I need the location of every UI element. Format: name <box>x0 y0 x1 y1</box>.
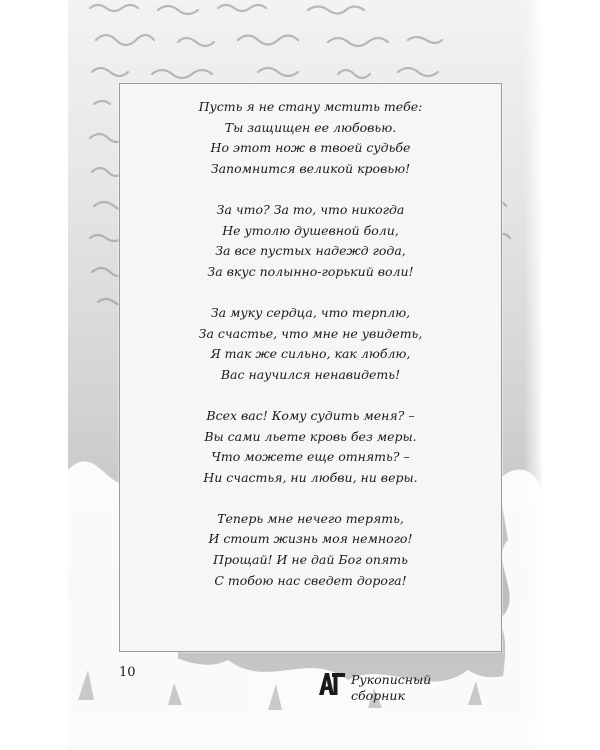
poem-line: Вы сами льете кровь без меры. <box>204 428 417 444</box>
collection-title-line: Рукописный <box>351 672 432 687</box>
stanza <box>120 200 501 282</box>
poem-line: И стоит жизнь моя немного! <box>208 531 413 547</box>
collection-title <box>351 672 431 704</box>
collection-title-line: сборник <box>351 688 405 703</box>
poem-line: Вас научился ненавидеть! <box>220 366 401 382</box>
poem-line: Не утолю душевной боли, <box>222 222 399 238</box>
poem-line: За счастье, что мне не увидеть, <box>198 325 423 341</box>
poem-panel <box>119 83 502 652</box>
stanza <box>120 303 501 385</box>
poem-line: Прощай! И не дай Бог опять <box>213 552 408 568</box>
poem-line: Пусть я не стану мстить тебе: <box>198 99 423 114</box>
stanza <box>120 97 501 179</box>
page-number: 10 <box>119 665 136 680</box>
poem-line: Теперь мне нечего терять, <box>217 510 404 526</box>
poem-line: Всех вас! Кому судить меня? – <box>206 407 415 423</box>
poem-line: За что? За то, что никогда <box>216 201 405 217</box>
poem-line: За муку сердца, что терплю, <box>210 304 411 320</box>
poem-line: С тобою нас сведет дорога! <box>214 572 407 588</box>
poem-line: Но этот нож в твоей судьбе <box>210 140 411 156</box>
poem-text <box>120 97 501 612</box>
poem-line: Ты защищен ее любовью. <box>224 119 397 135</box>
poem-line: Что можете еще отнять? – <box>211 449 410 465</box>
stanza <box>120 509 501 591</box>
poem-line: Я так же сильно, как люблю, <box>210 346 411 362</box>
poem-line: За все пустых надежд года, <box>215 243 406 259</box>
page-edge-highlight <box>524 0 542 750</box>
poem-line: За вкус полынно-горький воли! <box>207 263 414 279</box>
poem-line: Запомнится великой кровью! <box>210 160 411 176</box>
poem-line: Ни счастья, ни любви, ни веры. <box>203 469 418 485</box>
publisher-logo <box>318 670 346 696</box>
stanza <box>120 406 501 488</box>
